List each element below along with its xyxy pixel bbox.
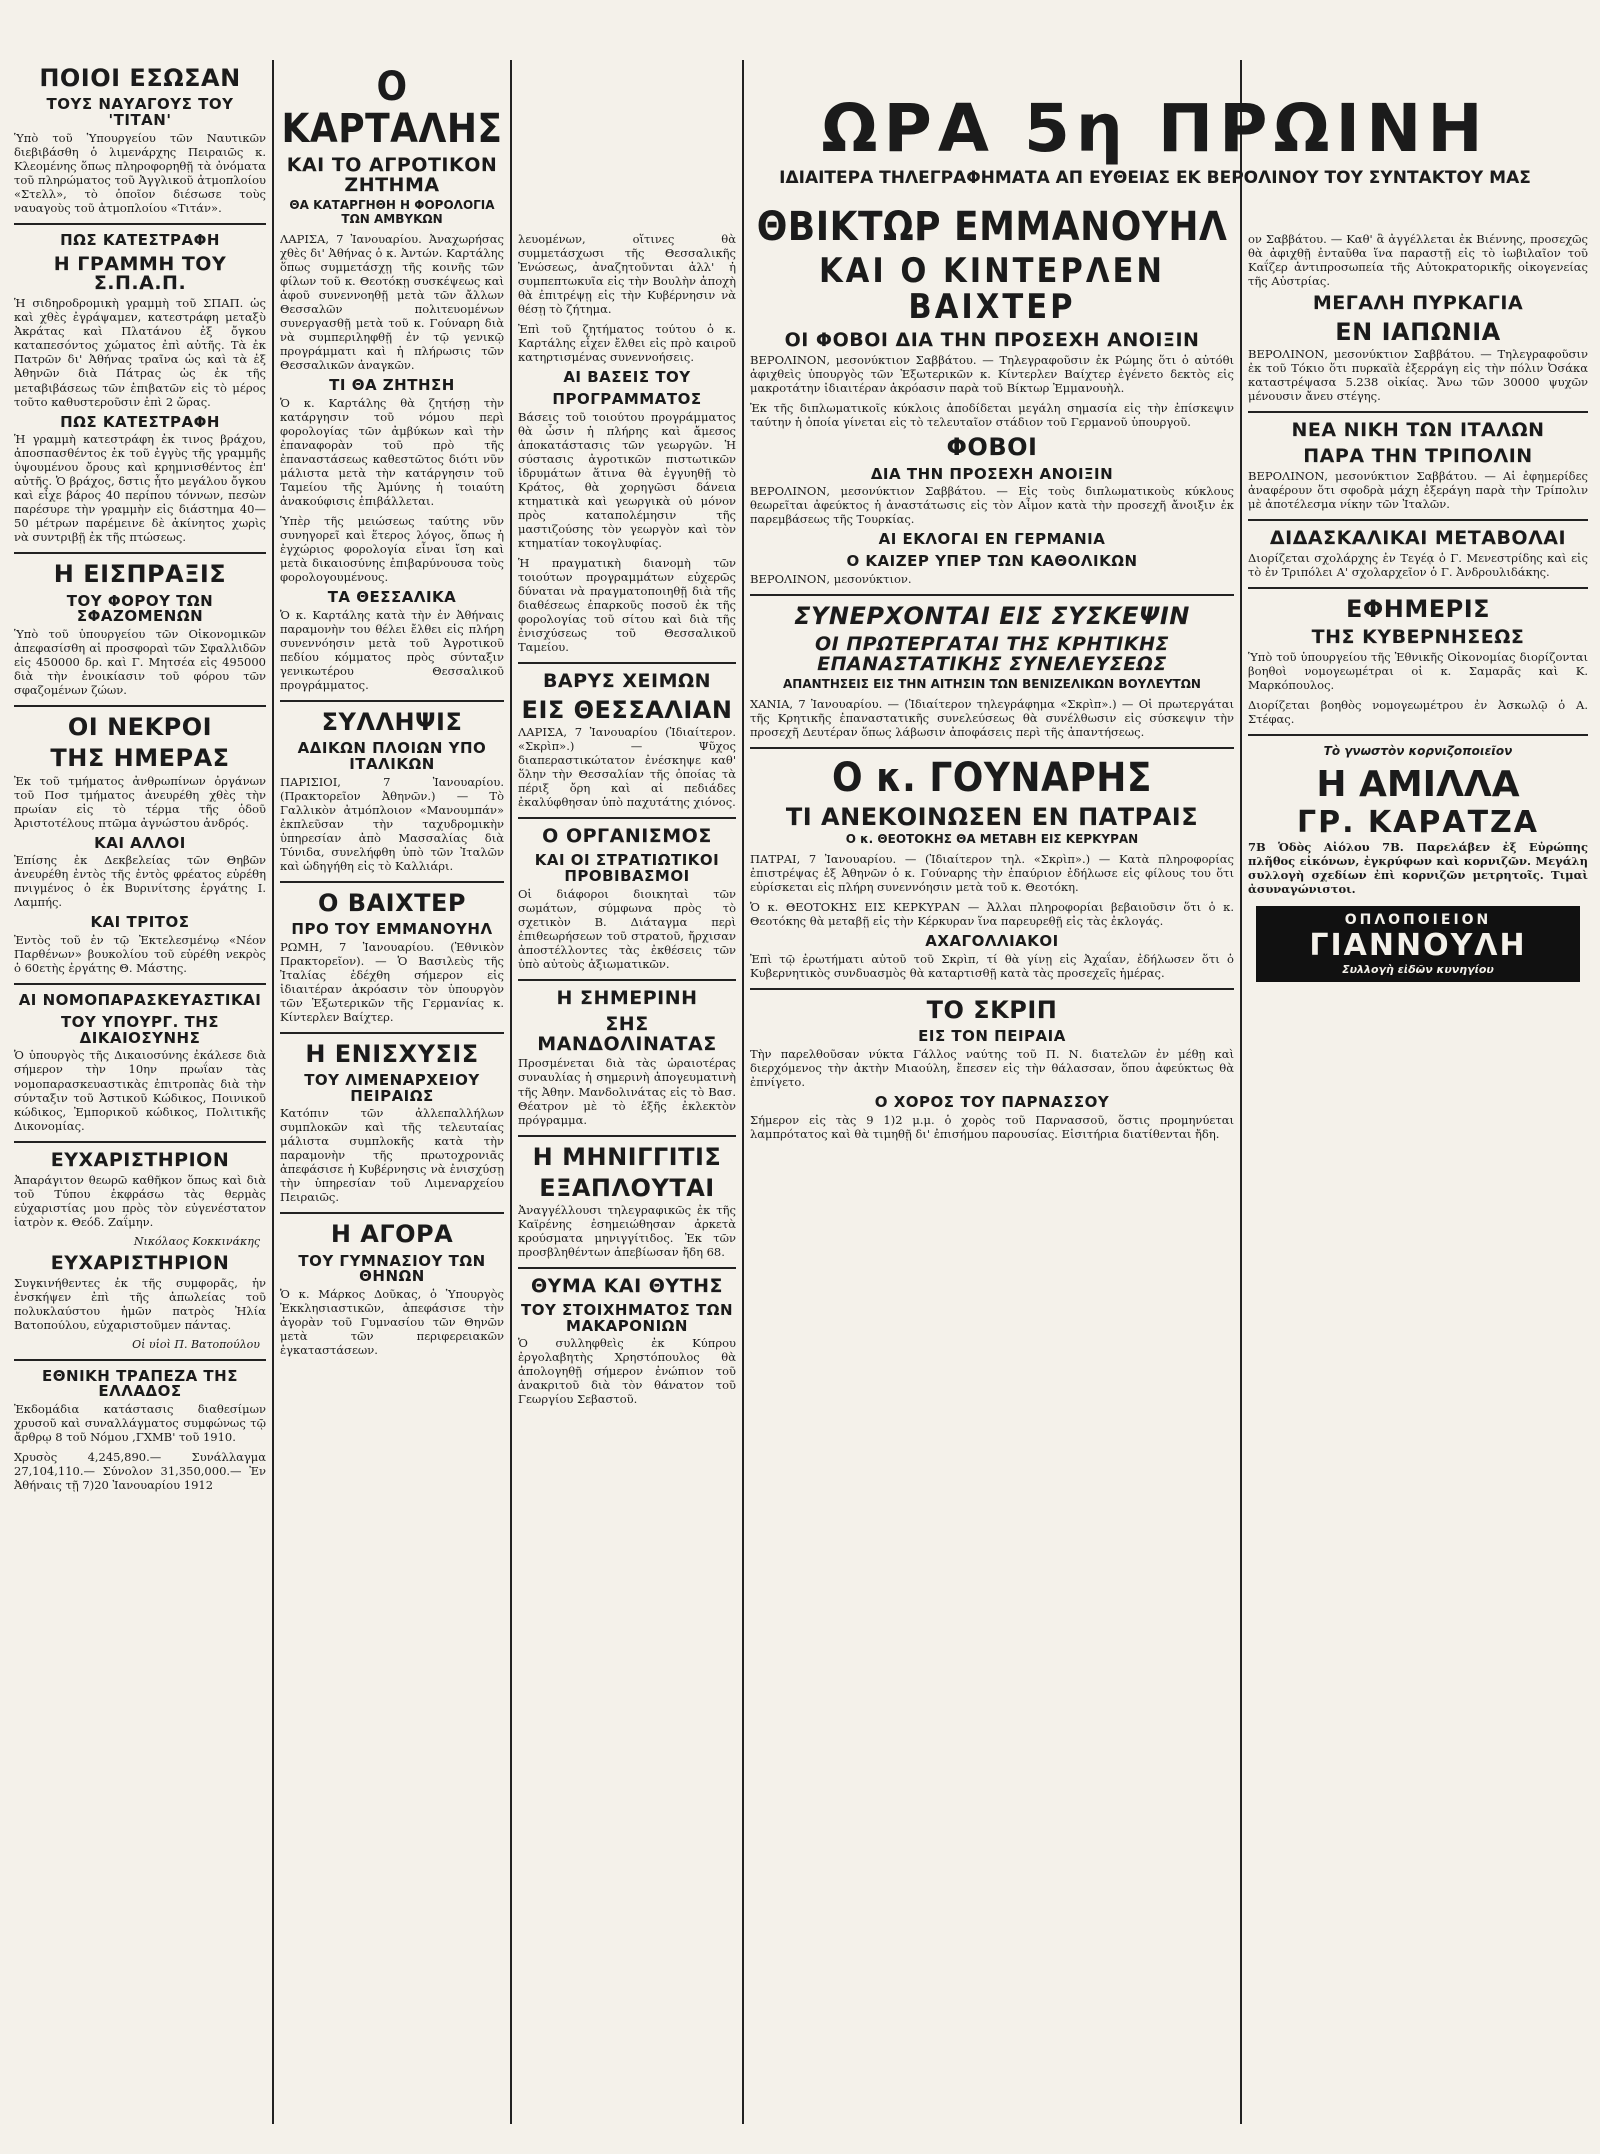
headline: Ο κ. ΓΟΥΝΑΡΗΣ [832, 755, 1152, 801]
column-2 [280, 60, 504, 2124]
divider [280, 700, 504, 702]
headline: ΠΩΣ ΚΑΤΕΣΤΡΑΦΗ [60, 412, 220, 431]
article-text: ΒΕΡΟΛΙΝΟΝ, μεσονύκτιον Σαββάτου. — Τηλεγραφοῦσιν ἐκ Ρώμης ὅτι ὁ αὐτόθι ἀφιχθεὶς ὑπουργὸς τῶν Ἐξωτερικῶν κ. Κίντερλεν Βαίχτερ ἐγένετο δεκτὸς εἰς μακροτάτην ἰδιαιτέραν ἀκρόασιν παρὰ τοῦ Βίκτωρ Ἐμμανουὴλ. [750, 353, 1234, 396]
headline: ΕΥΧΑΡΙΣΤΗΡΙΟΝ [50, 1251, 230, 1274]
ad-title: ΓΡ. ΚΑΡΑΤΖΑ [1296, 805, 1540, 841]
article-text: Διορίζεται βοηθὸς νομογεωμέτρου ἐν Ἀσκωλῷ ὁ Α. Στέφας. [1248, 698, 1588, 727]
headline: ΘΥΜΑ ΚΑΙ ΘΥΤΗΣ [531, 1274, 723, 1297]
ad-text: 7Β Ὁδὸς Αἰόλου 7Β. Παρελάβεν ἐξ Εὐρώπης πλῆθος εἰκόνων, ἐγκρύφων καὶ κορνιζῶν. Μεγάλη συλλογὴ σχεδίων ἐπὶ κορνιζῶν μετρητοῖς. Τιμαὶ ἀσυναγώνιστοι. [1248, 840, 1588, 897]
divider [14, 1359, 266, 1361]
article-text: Ἡ σιδηροδρομικὴ γραμμὴ τοῦ ΣΠΑΠ. ὡς καὶ χθὲς ἐγράψαμεν, κατεστράφη μεταξὺ Ἀκράτας καὶ Πλατάνου ἐξ ὄγκου καταπεσόντος χώματος ἐπὶ αὐτῆς. Τὰ ἐκ Πατρῶν δι' Ἀθήνας τραῖνα ὡς καὶ τὰ ἐξ Ἀθηνῶν διὰ Πάτρας ὡς ἐκ τῆς μεταβιβάσεως τῶν ἐπιβατῶν εἰς τὸ μέρος τοῦτο καθυστεροῦσιν ἐπὶ 2 ὥρας. [14, 296, 266, 409]
headline: ΕΘΝΙΚΗ ΤΡΑΠΕΖΑ ΤΗΣ ΕΛΛΑΔΟΣ [42, 1366, 238, 1401]
divider [1248, 734, 1588, 736]
headline: ΤΙ ΑΝΕΚΟΙΝΩΣΕΝ ΕΝ ΠΑΤΡΑΙΣ [785, 803, 1199, 831]
article-text: Ὑπὸ τοῦ ὑπουργείου τῶν Οἰκονομικῶν ἀπεφασίσθη αἱ προσφοραὶ τῶν Σφαλλιδῶν εἰς 450000 δρ. καὶ Γ. Μητσέα εἰς 495000 διὰ τὴν ἐνοικίασιν τοῦ φόρου τῶν σφαζομένων ζώων. [14, 627, 266, 698]
headline: ΘΒΙΚΤΩΡ ΕΜΜΑΝΟΥΗΛ [756, 204, 1228, 250]
subheadline: ΟΙ ΦΟΒΟΙ ΔΙΑ ΤΗΝ ΠΡΟΣΕΧΗ ΑΝΟΙΞΙΝ [784, 329, 1200, 352]
headline: Ο ΚΑΙΖΕΡ ΥΠΕΡ ΤΩΝ ΚΑΘΟΛΙΚΩΝ [846, 552, 1138, 571]
headline: ΚΑΙ ΤΟ ΑΓΡΟΤΙΚΟΝ ΖΗΤΗΜΑ [286, 154, 498, 196]
headline: ΕΞΑΠΛΟΥΤΑΙ [539, 1173, 715, 1202]
article-text: Ὁ κ. Μάρκος Δοῦκας, ὁ Ὑπουργὸς Ἐκκλησιαστικῶν, ἀπεφάσισε τὴν ἀγορὰν τοῦ Γυμνασίου τῶν Θηνῶν μετὰ τῶν περιφερειακῶν ἐγκαταστάσεων. [280, 1287, 504, 1358]
headline: ΕΙΣ ΤΟΝ ΠΕΙΡΑΙΑ [918, 1027, 1066, 1046]
headline: ΚΑΙ ΤΡΙΤΟΣ [90, 913, 190, 932]
article-text: ον Σαββάτου. — Καθ' ἃ ἀγγέλλεται ἐκ Βιέννης, προσεχῶς θὰ ἀφιχθῇ ἐνταῦθα ἵνα παραστῇ εἰς τὸ ἰωβιλαῖον τοῦ Καΐζερ ἀντιπροσωπεία τῆς Αὐτοκρατορικῆς οἰκογενείας τῆς Αὐστρίας. [1248, 232, 1588, 289]
headline: ΤΟΥ ΦΟΡΟΥ ΤΩΝ ΣΦΑΖΟΜΕΝΩΝ [66, 591, 214, 626]
article-text: Ὁ κ. Καρτάλης θὰ ζητήσῃ τὴν κατάργησιν τοῦ νόμου περὶ φορολογίας τῶν ἀμβύκων καὶ τὴν ἐπαναφορὰν τοῦ πρὸ τῆς ἐπαναστάσεως καθεστῶτος διότι νῦν μάλιστα μετὰ τὴν κατάργησιν τοῦ Ταμείου τῆς Ἀμύνης ἡ τοιαύτη ἀνακούφισις ἐπιβάλλεται. [280, 395, 504, 508]
article-text: Ὁ ὑπουργὸς τῆς Δικαιοσύνης ἐκάλεσε διὰ σήμερον τὴν 10ην πρωΐαν τὰς νομοπαρασκευαστικὰς ἐπιτροπὰς διὰ τὴν σύνταξιν τοῦ Ἀστικοῦ Κώδικος, Ποινικοῦ κώδικος, Ἐμπορικοῦ κώδικος, Πολιτικῆς Δικονομίας. [14, 1048, 266, 1133]
headline: ΟΙ ΝΕΚΡΟΙ [67, 713, 213, 742]
divider [750, 747, 1234, 749]
headline: ΠΡΟΓΡΑΜΜΑΤΟΣ [552, 389, 702, 408]
headline: Ο ΟΡΓΑΝΙΣΜΟΣ [542, 825, 712, 848]
divider [750, 988, 1234, 990]
headline: ΤΗΣ ΚΥΒΕΡΝΗΣΕΩΣ [1311, 626, 1525, 649]
headline: ΤΑ ΘΕΣΣΑΛΙΚΑ [327, 587, 457, 606]
article-text: Τὴν παρελθοῦσαν νύκτα Γάλλος ναύτης τοῦ Π. Ν. διατελῶν ἐν μέθῃ καὶ διερχόμενος τὴν ἀκτὴν Μιαούλη, ἔπεσεν εἰς τὴν θάλασσαν, ὅπου ἀφεύκτως θὰ ἐπνίγετο. [750, 1046, 1234, 1090]
headline: ΠΑΡΑ ΤΗΝ ΤΡΙΠΟΛΙΝ [1303, 445, 1533, 468]
headline: ΕΝ ΙΑΠΩΝΙΑ [1335, 318, 1501, 346]
divider [1248, 519, 1588, 521]
article-text: Ἐντὸς τοῦ ἐν τῷ Ἐκτελεσμένῳ «Νέον Παρθένων» βουκολίου τοῦ εὑρέθη νεκρὸς ὁ 60ετὴς ἐργάτης Θ. Μάστης. [14, 933, 266, 976]
article-text: ΠΑΡΙΣΙΟΙ, 7 Ἰανουαρίου. (Πρακτορεῖον Ἀθηνῶν.) — Τὸ Γαλλικὸν ἀτμόπλοιον «Μανουμπάν» ἐκπλεῦσαν τὴν ταχυδρομικὴν ὑπηρεσίαν ἀπὸ Μασσαλίας διὰ Τύνιδα, συνελήφθη ὑπὸ τῶν Ἰταλῶν καὶ ὡδηγήθη εἰς τὸ Καλλιάρι. [280, 774, 504, 873]
ad-tagline: Τὸ γνωστὸν κορνιζοποιεῖον [1323, 744, 1513, 759]
headline: ΣΗΣ ΜΑΝΔΟΛΙΝΑΤΑΣ [537, 1012, 717, 1055]
divider [14, 1141, 266, 1143]
article-text: ΒΕΡΟΛΙΝΟΝ, μεσονύκτιον. [750, 571, 912, 586]
article-text: Ἐπίσης ἐκ Δεκβελείας τῶν Θηβῶν ἀνευρέθη ἐντὸς τῆς ἐντὸς φρέατος εὑρέθη πνιγμένος ὁ ἐκ Βυρινίτσης ἐργάτης Ι. Λαμπής. [14, 853, 266, 910]
divider [518, 979, 736, 981]
article-text: Ὑπὸ τοῦ Ὑπουργείου τῶν Ναυτικῶν διεβιβάσθη ὁ λιμενάρχης Πειραιῶς κ. Κλεομένης ὅπως πληροφορηθῇ τὰ ὀνόματα τοῦ πληρώματος τοῦ Ἀγγλικοῦ ἀτμοπλοίου «Στελλ», τὸ ὁποῖον διέσωσε τοὺς ναυαγοὺς τοῦ ἀτμοπλοίου «Τιτάν». [14, 130, 266, 215]
divider [518, 1135, 736, 1137]
headline: ΠΟΙΟΙ ΕΣΩΣΑΝ [39, 64, 241, 92]
article-text: Ἡ γραμμὴ κατεστράφη ἐκ τινος βράχου, ἀποσπασθέντος ἐκ τοῦ ἐγγὺς τῆς γραμμῆς ὑψουμένου ὄρους καὶ κρημνισθέντος ἐπ' αὐτῆς. Ὁ βράχος, δστις ἦτο μεγάλου ὄγκου καὶ εἶχε βάρος 40 περίπου τόννων, πεσὼν παρέσυρε τὴν γραμμὴν εἰς διάστημα 40—50 μέτρων παρέμεινε δὲ ἀκίνητος χωρὶς νὰ συντριβῇ ἐκ τῆς πτώσεως. [14, 432, 266, 545]
headline: ΔΙΑ ΤΗΝ ΠΡΟΣΕΧΗ ΑΝΟΙΞΙΝ [870, 464, 1114, 483]
headline: ΤΙ ΘΑ ΖΗΤΗΣΗ [329, 376, 455, 395]
article-text: ΒΕΡΟΛΙΝΟΝ, μεσονύκτιον Σαββάτου. — Εἰς τοὺς διπλωματικοὺς κύκλους θεωρεῖται ἀφεύκτος ἡ ἀναστάτωσις εἰς τὸν Αἶμον κατὰ τὴν προσεχῆ ἄνοιξιν ἐκ παρεμβάσεως τῆς Τουρκίας. [750, 484, 1234, 527]
headline: ΤΟΥ ΥΠΟΥΡΓ. ΤΗΣ ΔΙΚΑΙΟΣΥΝΗΣ [60, 1012, 220, 1047]
article-text: ΡΩΜΗ, 7 Ἰανουαρίου. (Ἑθνικὸν Πρακτορεῖον). — Ὁ Βασιλεὺς τῆς Ἰταλίας ἐδέχθη σήμερον εἰς ἰδιαιτέραν ἀκρόασιν τὸν ὑπουργὸν τῶν Ἐξωτερικῶν τῆς Γερμανίας κ. Κίντερλεν Βαίχτερ. [280, 939, 504, 1024]
ad-tagline: Συλλογὴ εἰδῶν κυνηγίου [1342, 963, 1494, 977]
headline: ΦΟΒΟΙ [946, 433, 1038, 462]
article-text: Χρυσὸς 4,245,890.— Συνάλλαγμα 27,104,110.— Σύνολον 31,350,000.— Ἐν Ἀθήναις τῇ 7)20 Ἰανουαρίου 1912 [14, 1450, 266, 1493]
headline: ΟΙ ΠΡΩΤΕΡΓΑΤΑΙ ΤΗΣ ΚΡΗΤΙΚΗΣ ΕΠΑΝΑΣΤΑΤΙΚΗΣ ΣΥΝΕΛΕΥΣΕΩΣ [815, 633, 1169, 676]
article-text: Ἐκ τοῦ τμήματος ἀνθρωπίνων ὀργάνων τοῦ Ποσ τμήματος ἀνευρέθη χθὲς τὴν πρωίαν εἰς τὸ τέρμα τῆς ὁδοῦ Ἀριστοτέλους πτῶμα ἀγνώστου ἀνδρός. [14, 773, 266, 830]
divider [518, 817, 736, 819]
divider [518, 1267, 736, 1269]
article-text: Ἐπὶ τῷ ἐρωτήματι αὐτοῦ τοῦ Σκρὶπ, τί θὰ γίνῃ εἰς Ἀχαΐαν, ἐδήλωσεν ὅτι ὁ Κυβερνητικὸς συνδυασμὸς θὰ καταρτισθῇ κατὰ τὰς προσεχεῖς ἡμέρας. [750, 952, 1234, 981]
banner-title: ΩΡΑ 5η ΠΡΩΙΝΗ [821, 90, 1489, 167]
headline: ΠΡΟ ΤΟΥ ΕΜΜΑΝΟΥΗΛ [291, 919, 493, 938]
article-text: Ἡ πραγματικὴ διανομὴ τῶν τοιούτων προγραμμάτων εὐχερῶς δύναται νὰ πραγματοποιηθῇ διὰ τῆς διαθέσεως ἐπαρκοῦς ποσοῦ ἐκ τῆς φορολογίας τοῦ σίτου καὶ διὰ τῆς ἐνισχύσεως τοῦ Θεσσαλικοῦ Ταμείου. [518, 555, 736, 654]
article-text: Οἱ διάφοροι διοικηταὶ τῶν σωμάτων, σύμφωνα πρὸς τὸ σχετικὸν Β. Διάταγμα περὶ ἐπιθεωρήσεων τοῦ στρατοῦ, ἤρχισαν ἀποστέλλοντες τὰς ἐκθέσεις τῶν ὑπὸ αὐτοὺς ἀξιωματικῶν. [518, 886, 736, 971]
column-rule [272, 60, 274, 2124]
headline: Η ΕΙΣΠΡΑΞΙΣ [53, 560, 227, 589]
signature: Νικόλαος Κοκκινάκης [133, 1234, 260, 1248]
ad-label: ΟΠΛΟΠΟΙΕΙΟΝ [1344, 912, 1492, 929]
headline: ΜΕΓΑΛΗ ΠΥΡΚΑΓΙΑ [1312, 292, 1524, 315]
headline: ΤΟΥΣ ΝΑΥΑΓΟΥΣ ΤΟΥ 'ΤΙΤΑΝ' [46, 95, 234, 129]
article-text: ΛΑΡΙΣΑ, 7 Ἰανουαρίου. Ἀναχωρήσας χθὲς δι' Ἀθήνας ὁ κ. Ἀντών. Καρτάλης ὅπως συμμετάσχῃ τῆς κοινῆς τῶν φίλων τοῦ κ. Θεοτόκῃ συσκέψεως καὶ ἀφοῦ συνεννοηθῇ μετὰ τῶν ἄλλων Θεσσαλῶν πολιτευομένων συνεργασθῇ μετὰ τοῦ κ. Γούναρη διὰ νὰ συμπεριληφθῇ ἐν τῷ γενικῷ προγράμματι καὶ ἡ πλήρωσις τῶν Θεσσαλικῶν ἀναγκῶν. [280, 231, 504, 373]
headline: ΤΗΣ ΗΜΕΡΑΣ [50, 744, 230, 773]
divider [14, 983, 266, 985]
column-3 [518, 232, 736, 2124]
divider [14, 552, 266, 554]
article-text: Ἐκδομάδια κατάστασις διαθεσίμων χρυσοῦ καὶ συναλλάγματος συμφώνως τῷ ἄρθρῳ 8 τοῦ Νόμου ,ΓΧΜΒ' τοῦ 1910. [14, 1402, 266, 1445]
headline: ΠΩΣ ΚΑΤΕΣΤΡΑΦΗ [60, 230, 220, 249]
headline: Η ΑΓΟΡΑ [330, 1220, 454, 1249]
article-text: ΧΑΝΙΑ, 7 Ἰανουαρίου. — (Ἰδιαίτερον τηλεγράφημα «Σκρὶπ».) — Οἱ πρωτεργάται τῆς Κρητικῆς ἐπαναστατικῆς συνελεύσεως θὰ συνέλθωσιν εἰς σύσκεψιν τὴν προσεχῆ Δευτέραν ὅπως λάβωσιν ἀποφάσεις περὶ τῆς ἀπαντήσεως. [750, 696, 1234, 739]
headline: ΑΙ ΒΑΣΕΙΣ ΤΟΥ [563, 368, 691, 387]
headline: ΕΥΧΑΡΙΣΤΗΡΙΟΝ [50, 1148, 230, 1171]
headline: ΕΦΗΜΕΡΙΣ [1345, 595, 1491, 624]
headline: ΤΟΥ ΛΙΜΕΝΑΡΧΕΙΟΥ ΠΕΙΡΑΙΩΣ [304, 1070, 480, 1105]
column-rule [742, 60, 744, 2124]
gunshop-ad [1256, 906, 1580, 982]
column-4 [750, 200, 1234, 2124]
column-1 [14, 60, 266, 2124]
article-text: Συγκινήθεντες ἐκ τῆς συμφορᾶς, ἡν ἐνσκήψεν ἐπὶ τῆς ἀπωλείας τοῦ πολυκλαύστου ἡμῶν πατρὸς Ἠλία Βατοπούλου, εὐχαριστοῦμεν πάντας. [14, 1275, 266, 1332]
article-text: Ὁ κ. Καρτάλης κατὰ τὴν ἐν Ἀθήναις παραμονὴν του θέλει ἔλθει εἰς πλήρη συνεννόησιν μετὰ τοῦ Ἀγροτικοῦ πεδίου κόμματος πρὸς σύνταξιν γενικωτέρου Θεσσαλικοῦ προγράμματος. [280, 607, 504, 692]
headline: ΚΑΙ ΑΛΛΟΙ [94, 833, 186, 852]
headline: ΤΟ ΣΚΡΙΠ [926, 996, 1058, 1025]
article-text: Ὁ κ. ΘΕΟΤΟΚΗΣ ΕΙΣ ΚΕΡΚΥΡΑΝ — Ἀλλαι πληροφορίαι βεβαιοῦσιν ὅτι ὁ κ. Θεοτόκης θὰ μεταβῇ εἰς τὴν Κέρκυραν ἵνα παρευρεθῇ εἰς τὰς ἐκλογάς. [750, 900, 1234, 929]
divider [1248, 411, 1588, 413]
article-text: λευομένων, οἵτινες θὰ συμμετάσχωσι τῆς Θεσσαλικῆς Ἐνώσεως, ἀναζητοῦνται ἀλλ' ἡ συμπεπτωκυῖα εἰς τὴν Βουλὴν ἀποχὴ θὰ ἐπιτρέψῃ εἰς τὴν Κυβέρνησιν νὰ θέσῃ τὸ ζήτημα. [518, 232, 736, 317]
divider [750, 594, 1234, 596]
article-text: Ὑπὸ τοῦ ὑπουργείου τῆς Ἐθνικῆς Οἰκονομίας διορίζονται βοηθοὶ νομογεωμέτραι οἱ κ. Σαμαρᾶς καὶ Κ. Μαρκόπουλος. [1248, 650, 1588, 693]
column-rule [1240, 60, 1242, 2124]
article-text: Ὑπὲρ τῆς μειώσεως ταύτης νῦν συνηγορεῖ καὶ ἕτερος λόγος, ὅπως ἡ ἐγχώριος φορολογία εἶναι ἴση καὶ μετὰ δικαιοσύνης ἐπιβαρύνουσα τοὺς φορολογουμένους. [280, 513, 504, 584]
headline: Η ΜΗΝΙΓΓΙΤΙΣ [532, 1142, 722, 1171]
article-text: Διορίζεται σχολάρχης ἐν Τεγέᾳ ὁ Γ. Μενεστρίδης καὶ εἰς τὸ ἐν Τριπόλει Α' σχολαρχεῖον ὁ Γ. Ἀνδρουλιδάκης. [1248, 551, 1588, 580]
divider [280, 881, 504, 883]
divider [1248, 587, 1588, 589]
subheadline: Ο κ. ΘΕΟΤΟΚΗΣ ΘΑ ΜΕΤΑΒΗ ΕΙΣ ΚΕΡΚΥΡΑΝ [845, 832, 1139, 847]
headline: Η ΓΡΑΜΜΗ ΤΟΥ Σ.Π.Α.Π. [53, 252, 227, 295]
headline: ΚΑΙ Ο ΚΙΝΤΕΡΛΕΝ ΒΑΙΧΤΕΡ [818, 251, 1166, 327]
divider [14, 705, 266, 707]
article-text: ΒΕΡΟΛΙΝΟΝ, μεσονύκτιον Σαββάτου. — Αἱ ἐφημερίδες ἀναφέρουν ὅτι σφοδρὰ μάχη ἐξεράγη παρὰ τὴν Τρίπολιν μὲ ἀποτέλεσμα νίκην τῶν Ἰταλῶν. [1248, 469, 1588, 512]
headline: ΔΙΔΑΣΚΑΛΙΚΑΙ ΜΕΤΑΒΟΛΑΙ [1269, 527, 1567, 550]
headline: ΒΑΡΥΣ ΧΕΙΜΩΝ [542, 669, 712, 692]
headline: Η ΣΗΜΕΡΙΝΗ [556, 986, 698, 1009]
headline: ΣΥΛΛΗΨΙΣ [321, 707, 463, 736]
headline: Ο ΧΟΡΟΣ ΤΟΥ ΠΑΡΝΑΣΣΟΥ [874, 1093, 1110, 1112]
headline: ΤΟΥ ΣΤΟΙΧΗΜΑΤΟΣ ΤΩΝ ΜΑΚΑΡΟΝΙΩΝ [520, 1300, 734, 1335]
article-text: ΒΕΡΟΛΙΝΟΝ, μεσονύκτιον Σαββάτου. — Τηλεγραφοῦσιν ἐκ τοῦ Τόκιο ὅτι πυρκαϊὰ ἐξερράγη εἰς τὴν πόλιν Ὀσάκα καταστρέψασα 5.238 οἰκίας. Ἄνω τῶν 30000 ψυχῶν μένουσιν ἄνευ στέγης. [1248, 347, 1588, 404]
subheadline: ΘΑ ΚΑΤΑΡΓΗΘΗ Η ΦΟΡΟΛΟΓΙΑ ΤΩΝ ΑΜΒΥΚΩΝ [289, 197, 495, 226]
article-text: Ἐπὶ τοῦ ζητήματος τούτου ὁ κ. Καρτάλης εἶχεν ἔλθει εἰς πρὸ καιροῦ κατηρτισμένας συνεννοήσεις. [518, 322, 736, 365]
divider [280, 1032, 504, 1034]
signature: Οἱ υἱοὶ Π. Βατοπούλου [132, 1337, 260, 1351]
article-text: ΛΑΡΙΣΑ, 7 Ἰανουαρίου (Ἰδιαίτερον. «Σκρὶπ».) — Ψῦχος διαπεραστικώτατον ἐνέσκηψε καθ' ὅλην τὴν Θεσσαλίαν τῆς ὁποίας τὰ πέριξ ὄρη καὶ αἱ πεδιάδες ἐκαλύφθησαν ὑπὸ παχυτάτης χιόνος. [518, 725, 736, 810]
headline: Ο ΚΑΡΤΑΛΗΣ [281, 64, 503, 152]
divider [518, 662, 736, 664]
subheadline: ΑΠΑΝΤΗΣΕΙΣ ΕΙΣ ΤΗΝ ΑΙΤΗΣΙΝ ΤΩΝ ΒΕΝΙΖΕΛΙΚΩΝ ΒΟΥΛΕΥΤΩΝ [783, 676, 1201, 691]
article-text: ΠΑΤΡΑΙ, 7 Ἰανουαρίου. — (Ἰδιαίτερον τηλ. «Σκρὶπ».) — Κατὰ πληροφορίας ἐπιστρέψας ἐξ Ἀθηνῶν ὁ κ. Γούναρης τὴν ἐπαύριον ἐδήλωσε εἰς φίλους του ὅτι εὑρίσκεται εἰς πλήρη συνεννόησιν μετὰ τοῦ κ. Θεοτόκη. [750, 852, 1234, 895]
article-text: Ἀπαράγιτον θεωρῶ καθῆκον ὅπως καὶ διὰ τοῦ Τύπου ἐκφράσω τὰς θερμὰς εὐχαριστίας μου πρὸς τὸν εὐγενέστατον ἰατρὸν κ. Θεόδ. Ζαΐμην. [14, 1172, 266, 1229]
headline: ΕΙΣ ΘΕΣΣΑΛΙΑΝ [521, 695, 733, 724]
article-text: Σήμερον εἰς τὰς 9 1)2 μ.μ. ὁ χορὸς τοῦ Παρνασσοῦ, ὅστις προμηνύεται λαμπρότατος καὶ θὰ τιμηθῇ δι' ἐπισήμου παρουσίας. Εἰσιτήρια διατίθενται ἤδη. [750, 1112, 1234, 1141]
column-rule [510, 60, 512, 2124]
column-5 [1248, 232, 1588, 2124]
headline: Ο ΒΑΙΧΤΕΡ [318, 888, 466, 917]
headline: ΝΕΑ ΝΙΚΗ ΤΩΝ ΙΤΑΛΩΝ [1291, 419, 1545, 442]
article-text: Ὁ συλληφθεὶς ἐκ Κύπρου ἐργολαβητὴς Χρηστόπουλος θὰ ἀπολογηθῇ σήμερον ἐνώπιον τοῦ ἀνακριτοῦ διὰ τὸν θάνατον τοῦ Γεωργίου Σεβαστοῦ. [518, 1336, 736, 1407]
article-text: Βάσεις τοῦ τοιούτου προγράμματος θὰ ὦσιν ἡ πλήρης καὶ ἄμεσος ἀποκατάστασις τῶν γεωργῶν. Ἡ σύστασις ἀγροτικῶν πιστωτικῶν ἱδρυμάτων ἅτινα θὰ ἐγγυηθῇ τὸ Κράτος, θὰ χορηγῶσι δάνεια κτηματικὰ καὶ γεωργικὰ οὐ μόνον πρὸς καταπολέμησιν τῆς μαστιζούσης τὸν γεωργὸν καὶ τὸν κτηματίαν τοκογλυφίας. [518, 409, 736, 550]
headline: ΚΑΙ ΟΙ ΣΤΡΑΤΙΩΤΙΚΟΙ ΠΡΟΒΙΒΑΣΜΟΙ [534, 851, 720, 885]
ad-name: ΓΙΑΝΝΟΥΛΗ [1309, 928, 1527, 964]
headline: ΑΧΑΓΟΛΛΙΑΚΟΙ [925, 932, 1059, 951]
divider [14, 223, 266, 225]
divider [280, 1212, 504, 1214]
article-text: Ἀναγγέλλουσι τηλεγραφικῶς ἐκ τῆς Καϊρένης ἐσημειώθησαν ἀρκετὰ κρούσματα μηνιγγίτιδος. Ἐκ τῶν προσβληθέντων ἀπεβίωσαν ἤδη 68. [518, 1202, 736, 1259]
headline: ΑΙ ΕΚΛΟΓΑΙ ΕΝ ΓΕΡΜΑΝΙΑ [878, 530, 1106, 549]
article-text: Ἐκ τῆς διπλωματικοῖς κύκλοις ἀποδίδεται μεγάλη σημασία εἰς τὴν ἐπίσκεψιν ταύτην ἡ ὁποία γίνεται εἰς τὸ τελευταῖον στάδιον τοῦ Γερμανοῦ ὑπουργοῦ. [750, 401, 1234, 430]
headline: Η ΕΝΙΣΧΥΣΙΣ [305, 1039, 479, 1068]
article-text: Κατόπιν τῶν ἀλλεπαλλήλων συμπλοκῶν καὶ τῆς τελευταίας μάλιστα συμπλοκῆς κατὰ τὴν παραμονὴν τῆς πρωτοχρονιᾶς ἀπεφάσισε ἡ Κυβέρνησις νὰ ἐνισχύσῃ τὴν ὑπηρεσίαν τοῦ Λιμεναρχείου Πειραιῶς. [280, 1106, 504, 1205]
article-text: Προσμένεται διὰ τὰς ὡραιοτέρας συναυλίας ἡ σημερινὴ ἀπογευματινὴ τῆς Ἀθην. Μανδολινάτας εἰς τὸ Βασ. Θέατρον μὲ τὸ ἑξῆς ἐκλεκτὸν πρόγραμμα. [518, 1056, 736, 1127]
banner-subtitle: ΙΔΙΑΙΤΕΡΑ ΤΗΛΕΓΡΑΦΗΜΑΤΑ ΑΠ ΕΥΘΕΙΑΣ ΕΚ ΒΕΡΟΛΙΝΟΥ ΤΟΥ ΣΥΝΤΑΚΤΟΥ ΜΑΣ [779, 168, 1531, 188]
headline: ΑΔΙΚΩΝ ΠΛΟΙΩΝ ΥΠΟ ΙΤΑΛΙΚΩΝ [297, 739, 487, 773]
ad-title: Η ΑΜΙΛΛΑ [1316, 764, 1520, 806]
headline: ΤΟΥ ΓΥΜΝΑΣΙΟΥ ΤΩΝ ΘΗΝΩΝ [298, 1251, 486, 1286]
headline: ΣΥΝΕΡΧΟΝΤΑΙ ΕΙΣ ΣΥΣΚΕΨΙΝ [794, 601, 1190, 630]
headline: ΑΙ ΝΟΜΟΠΑΡΑΣΚΕΥΑΣΤΙΚΑΙ [18, 991, 262, 1010]
